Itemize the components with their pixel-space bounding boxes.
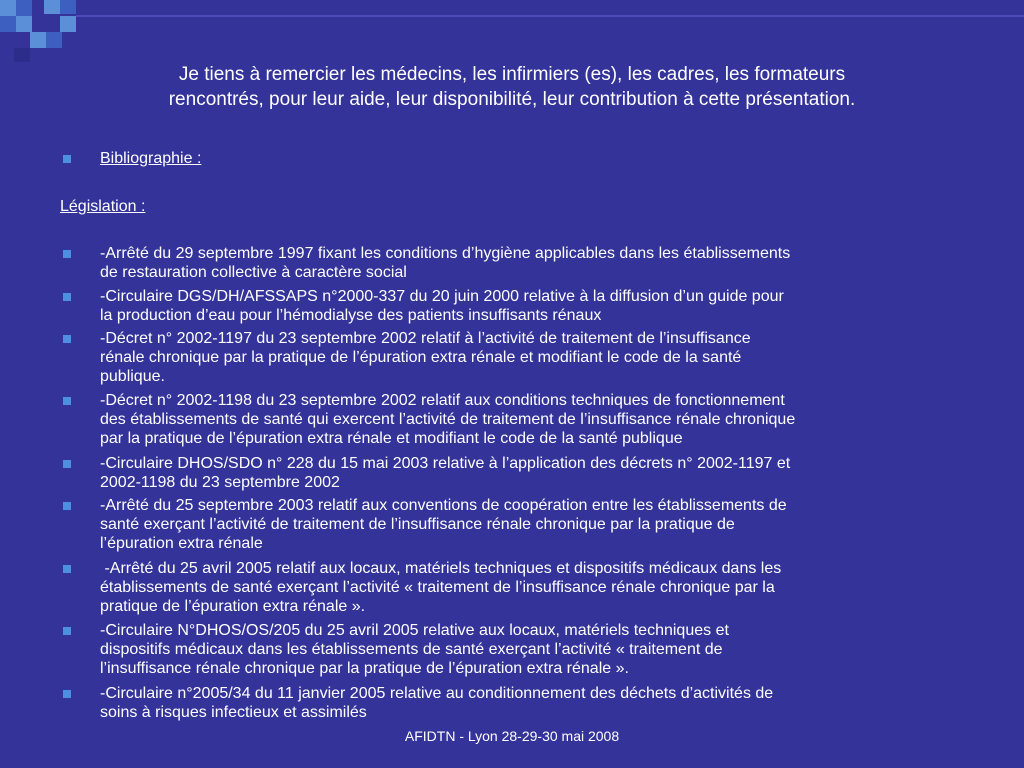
legislation-heading: Législation : xyxy=(60,198,146,215)
list-item-line: publique. xyxy=(100,368,165,385)
list-item-line: soins à risques infectieux et assimilés xyxy=(100,704,367,721)
list-item-line: pratique de l’épuration extra rénale ». xyxy=(100,598,366,615)
list-item-line: rénale chronique par la pratique de l’épuration extra rénale et modifiant le code de la santé xyxy=(100,349,742,366)
bullet-icon xyxy=(63,502,71,510)
list-item-line: -Arrêté du 25 septembre 2003 relatif aux conventions de coopération entre les établissements de xyxy=(100,497,787,514)
list-item-line: -Décret n° 2002-1197 du 23 septembre 2002 relatif à l’activité de traitement de l’insuffisance xyxy=(100,330,751,347)
list-item-line: la production d’eau pour l’hémodialyse des patients insuffisants rénaux xyxy=(100,307,602,324)
bullet-icon xyxy=(63,397,71,405)
bullet-icon xyxy=(63,460,71,468)
list-item-line: 2002-1198 du 23 septembre 2002 xyxy=(100,474,340,491)
deco-square xyxy=(0,0,16,16)
bibliography-heading: Bibliographie : xyxy=(100,150,202,167)
deco-square xyxy=(14,48,30,62)
deco-square xyxy=(30,32,46,48)
list-item-line: -Circulaire DHOS/SDO n° 228 du 15 mai 2003 relative à l’application des décrets n° 2002-1197 et xyxy=(100,455,791,472)
slide-title xyxy=(40,62,984,112)
list-item-line: -Décret n° 2002-1198 du 23 septembre 2002 relatif aux conditions techniques de fonctionnement xyxy=(100,392,785,409)
list-item-line: -Circulaire n°2005/34 du 11 janvier 2005 relative au conditionnement des déchets d’activités de xyxy=(100,685,774,702)
list-item-line: de restauration collective à caractère social xyxy=(100,264,407,281)
title-line: Je tiens à remercier les médecins, les infirmiers (es), les cadres, les formateurs xyxy=(178,64,846,85)
list-item-line: l’épuration extra rénale xyxy=(100,535,263,552)
list-item-line: des établissements de santé qui exercent l’activité de traitement de l’insuffisance rénale chronique xyxy=(100,411,796,428)
decorative-squares xyxy=(0,0,140,70)
list-item-line: l’insuffisance rénale chronique par la pratique de l’épuration extra rénale ». xyxy=(100,660,629,677)
deco-square xyxy=(60,0,76,14)
list-item-line: par la pratique de l’épuration extra rénale et modifiant le code de la santé publique xyxy=(100,430,683,447)
deco-square xyxy=(44,0,60,14)
list-item-line: dispositifs médicaux dans les établissements de santé exerçant l’activité « traitement de xyxy=(100,641,723,658)
deco-square xyxy=(16,0,32,16)
bullet-icon xyxy=(63,565,71,573)
list-item-line: -Circulaire DGS/DH/AFSSAPS n°2000-337 du 20 juin 2000 relative à la diffusion d’un guide pour xyxy=(100,288,784,305)
list-item-line: établissements de santé exerçant l’activité « traitement de l’insuffisance rénale chronique par la xyxy=(100,579,775,596)
deco-square xyxy=(16,16,32,32)
deco-square xyxy=(60,16,76,32)
deco-square xyxy=(0,16,16,32)
bullet-icon xyxy=(63,293,71,301)
bullet-icon xyxy=(63,155,71,163)
bullet-icon xyxy=(63,690,71,698)
bullet-icon xyxy=(63,250,71,258)
list-item-line: -Arrêté du 29 septembre 1997 fixant les conditions d’hygiène applicables dans les établissements xyxy=(100,245,791,262)
list-item-line: -Arrêté du 25 avril 2005 relatif aux locaux, matériels techniques et dispositifs médicaux dans les xyxy=(100,560,782,577)
top-rule xyxy=(76,15,1024,17)
bullet-icon xyxy=(63,335,71,343)
slide-footer: AFIDTN - Lyon 28-29-30 mai 2008 xyxy=(404,728,620,744)
deco-square xyxy=(46,32,62,48)
list-item-line: -Circulaire N°DHOS/OS/205 du 25 avril 2005 relative aux locaux, matériels techniques et xyxy=(100,622,729,639)
title-line: rencontrés, pour leur aide, leur disponibilité, leur contribution à cette présentation. xyxy=(168,89,856,110)
bullet-icon xyxy=(63,627,71,635)
list-item-line: santé exerçant l’activité de traitement de l’insuffisance rénale chronique par la pratique de xyxy=(100,516,735,533)
